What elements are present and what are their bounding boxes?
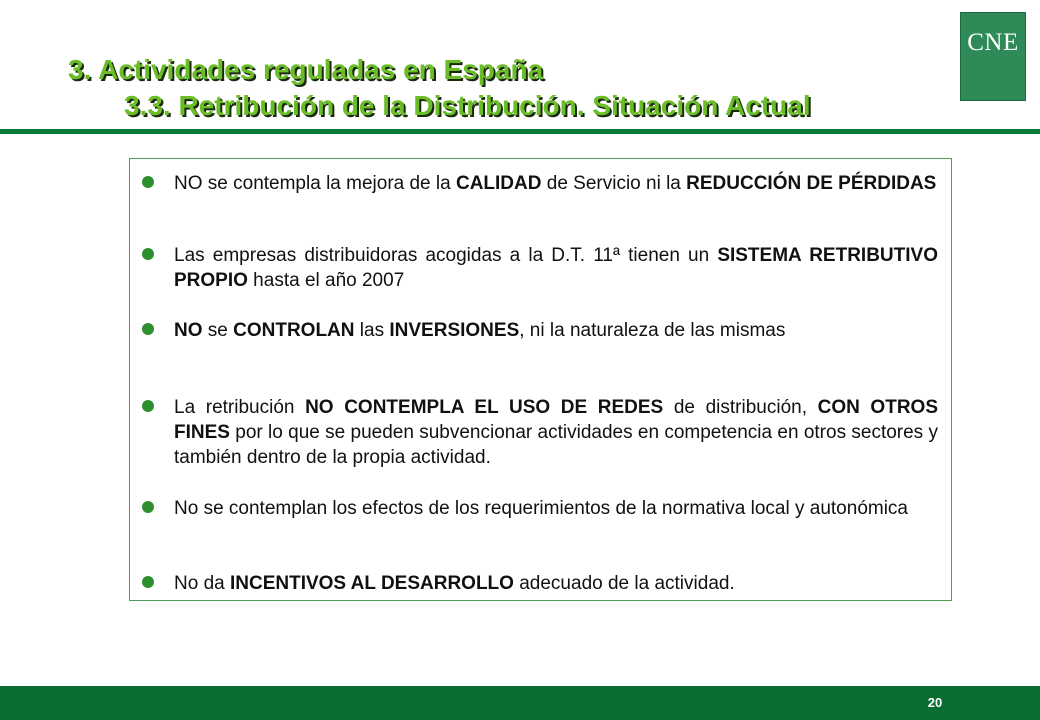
bullet-text bbox=[174, 318, 938, 343]
slide-subtitle: 3.3. Retribución de la Distribución. Situación Actual bbox=[124, 90, 811, 121]
text-run: se bbox=[202, 320, 234, 341]
bold-text-run: CON OTROS FINES bbox=[174, 397, 938, 443]
text-run: La retribución bbox=[174, 397, 306, 418]
content-box bbox=[129, 158, 952, 601]
bold-text-run: CALIDAD bbox=[455, 173, 542, 194]
text-run: NO se contempla la mejora de la bbox=[174, 173, 456, 194]
text-run: por lo que se pueden subvencionar actividades en competencia en otros sectores y también dentro de la propia actividad. bbox=[174, 422, 938, 468]
bold-text-run: SISTEMA RETRIBUTIVO PROPIO bbox=[174, 245, 938, 291]
page-number: 20 bbox=[927, 695, 943, 710]
bullet-icon bbox=[142, 576, 154, 588]
bullet-text bbox=[174, 395, 938, 470]
cne-logo-text: CNE bbox=[967, 29, 1019, 56]
bold-text-run: NO bbox=[174, 320, 203, 341]
slide-title: 3. Actividades reguladas en España bbox=[68, 54, 544, 85]
text-run: Las empresas distribuidoras acogidas a la D.T. 11ª tienen un bbox=[174, 245, 718, 266]
bullet-text bbox=[174, 496, 938, 521]
bold-text-run: REDUCCIÓN DE PÉRDIDAS bbox=[686, 173, 937, 194]
bullet-icon bbox=[142, 400, 154, 412]
text-run: hasta el año 2007 bbox=[247, 270, 405, 291]
bullet-text bbox=[174, 243, 938, 293]
bullet-text bbox=[174, 571, 938, 596]
text-run: de Servicio ni la bbox=[541, 173, 687, 194]
bullet-icon bbox=[142, 501, 154, 513]
text-run: No se contemplan los efectos de los requerimientos de la normativa local y autonómica bbox=[174, 498, 908, 519]
text-run: , ni la naturaleza de las mismas bbox=[519, 320, 786, 341]
bullet-icon bbox=[142, 176, 154, 188]
bold-text-run: INCENTIVOS AL DESARROLLO bbox=[229, 573, 514, 594]
footer-bar bbox=[0, 686, 1040, 720]
bullet-icon bbox=[142, 248, 154, 260]
text-run: No da bbox=[174, 573, 230, 594]
bold-text-run: NO CONTEMPLA EL USO DE REDES bbox=[305, 397, 664, 418]
bold-text-run: INVERSIONES bbox=[389, 320, 520, 341]
bold-text-run: CONTROLAN bbox=[233, 320, 355, 341]
bullet-text bbox=[174, 171, 938, 196]
cne-logo bbox=[960, 12, 1026, 101]
text-run: adecuado de la actividad. bbox=[513, 573, 735, 594]
text-run: las bbox=[354, 320, 390, 341]
text-run: de distribución, bbox=[663, 397, 818, 418]
bullet-icon bbox=[142, 323, 154, 335]
header-divider bbox=[0, 129, 1040, 134]
